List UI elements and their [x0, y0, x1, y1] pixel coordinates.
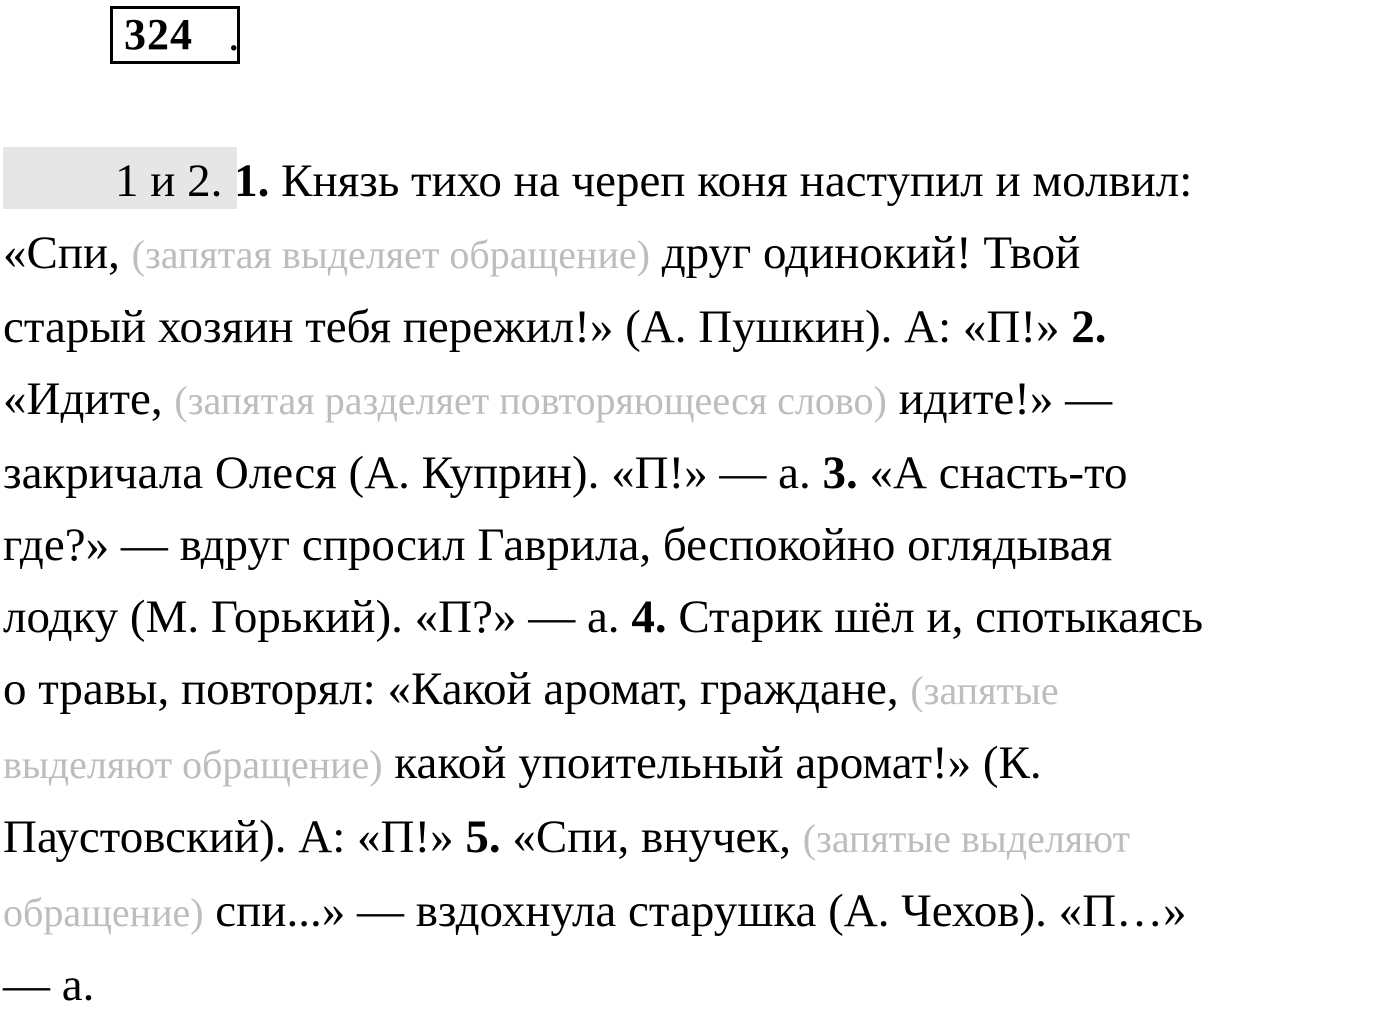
text-line	[3, 509, 1400, 581]
text-segment: друг одинокий! Твой	[649, 227, 1081, 279]
text-line	[3, 363, 1400, 437]
text-line	[3, 145, 1400, 217]
sentence-number: 5.	[465, 811, 501, 863]
text-line	[3, 801, 1400, 875]
punctuation-hint: (запятые	[910, 668, 1059, 713]
exercise-text	[3, 145, 1400, 1021]
text-segment: Паустовский). А: «П!»	[3, 811, 466, 863]
text-line	[3, 875, 1400, 949]
exercise-number-dot: .	[228, 9, 240, 60]
text-line	[3, 727, 1400, 801]
text-segment: старый хозяин тебя пережил!» (А. Пушкин). А: «П!»	[3, 301, 1072, 353]
text-line	[3, 437, 1400, 509]
text-segment: спи...» — вздохнула старушка (А. Чехов). «П…»	[203, 885, 1187, 937]
text-segment: Старик шёл и, спотыкаясь	[666, 591, 1204, 643]
sentence-number: 1.	[234, 155, 270, 207]
text-segment: «Спи, внучек,	[500, 811, 803, 863]
punctuation-hint: (запятая разделяет повторяющееся слово)	[174, 378, 887, 423]
text-segment: «Идите,	[3, 373, 175, 425]
text-segment: Князь тихо на череп коня наступил и молвил:	[269, 155, 1193, 207]
text-segment: где?» — вдруг спросил Гаврила, беспокойно оглядывая	[3, 519, 1113, 571]
text-segment: о травы, повторял: «Какой аромат, граждане,	[3, 663, 911, 715]
sentence-number: 3.	[822, 447, 858, 499]
text-segment: какой упоительный аромат!» (К.	[382, 737, 1042, 789]
text-line	[3, 653, 1400, 727]
text-segment: «А снасть-то	[857, 447, 1128, 499]
task-label: 1 и 2.	[115, 155, 235, 207]
text-segment: «Спи,	[3, 227, 132, 279]
exercise-number: 324	[124, 10, 193, 59]
text-segment: закричала Олеся (А. Куприн). «П!» — а.	[3, 447, 823, 499]
punctuation-hint: (запятая выделяет обращение)	[131, 232, 650, 277]
sentence-number: 4.	[631, 591, 667, 643]
text-line	[3, 291, 1400, 363]
punctuation-hint: обращение)	[3, 890, 204, 935]
punctuation-hint: (запятые выделяют	[802, 816, 1131, 861]
text-segment: — а.	[3, 959, 95, 1011]
text-line	[3, 581, 1400, 653]
sentence-number: 2.	[1071, 301, 1107, 353]
text-segment: лодку (М. Горький). «П?» — а.	[3, 591, 632, 643]
text-line	[3, 217, 1400, 291]
text-line	[3, 949, 1400, 1021]
text-segment: идите!» —	[886, 373, 1113, 425]
punctuation-hint: выделяют обращение)	[3, 742, 383, 787]
